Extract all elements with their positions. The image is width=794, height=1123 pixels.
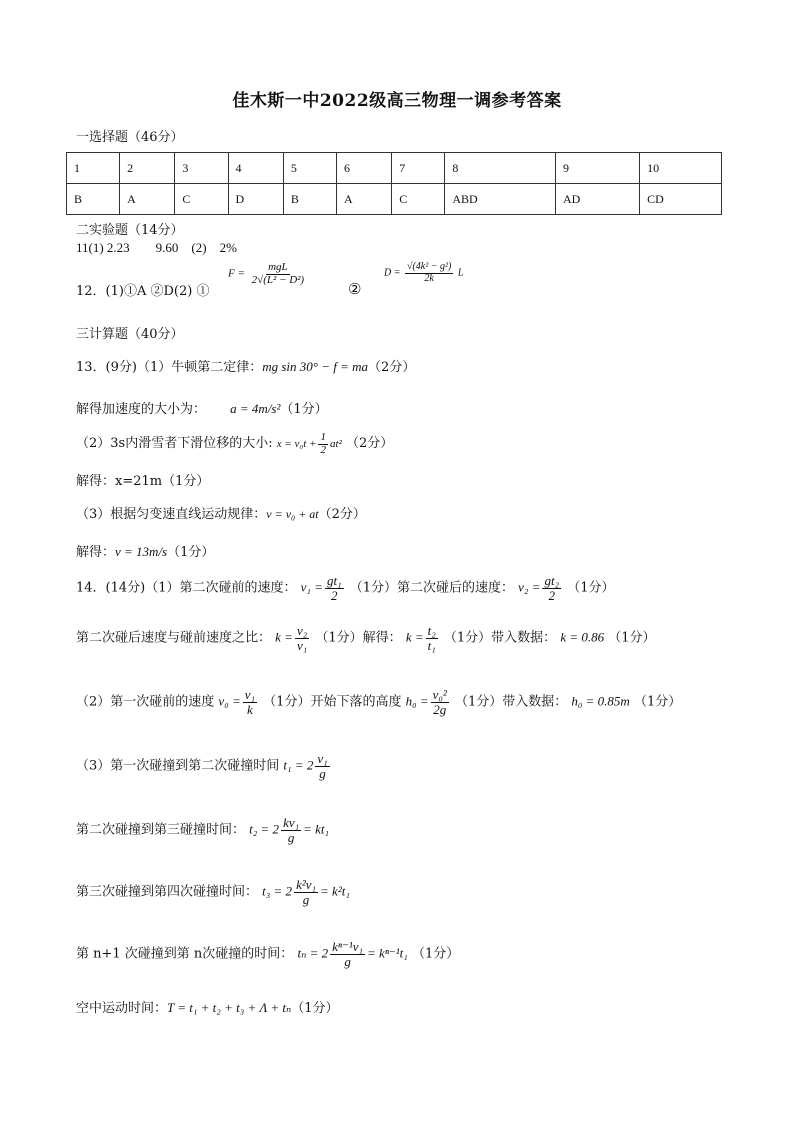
q13-line3-score: （2分） [345, 436, 394, 451]
q14-h0-value: h₀ = 0.85m [571, 693, 630, 709]
q13-line6-score: （1分） [167, 545, 215, 560]
q14-t1-lhs: t₁ = 2 [283, 757, 314, 773]
q13-line5-text: （3）根据匀变速直线运动规律： [76, 507, 267, 522]
q13-line5 [76, 503, 366, 522]
q14-l2-text: 第二次碰后速度与碰前速度之比： [76, 630, 272, 646]
q13-newton-equation: mg sin 30° − f = ma [262, 359, 369, 374]
q14-t2-den: g [287, 829, 295, 845]
answer-table [66, 152, 722, 215]
q14-l3-mid: （1分）开始下落的高度 [263, 694, 402, 710]
q14-v1-lhs: v₁ = [300, 579, 323, 595]
header-cell: 8 [445, 153, 556, 184]
q12-formula-d [384, 262, 463, 284]
q14-line6 [76, 878, 350, 906]
q14-v1-num: gt₁ [326, 573, 342, 588]
q12-d-tail: L [457, 267, 464, 279]
q14-l1-score: （1分） [567, 580, 615, 596]
q13-line6 [76, 541, 214, 560]
q14-total-time-formula: T = t₁ + t₂ + t₃ + Λ + tₙ [167, 1000, 292, 1015]
q14-tn-den: g [344, 953, 351, 969]
q14-v2-num: gt₂ [544, 573, 560, 588]
header-cell: 3 [175, 153, 228, 184]
answer-cell: B [283, 184, 336, 215]
q14-line7 [76, 940, 459, 968]
q14-line8 [76, 997, 339, 1016]
q14-l4-text: （3）第一次碰撞到第二次碰撞时间 [76, 758, 280, 774]
q14-l8-score: （1分） [291, 1001, 339, 1016]
q13-velocity-formula: v = v₀ + at [266, 507, 319, 521]
answer-table-answer-row [67, 184, 722, 215]
q14-t3-num: k²v₁ [296, 877, 317, 892]
q14-t1-num: v₁ [317, 751, 328, 766]
q14-h0-lhs: h₀ = [405, 693, 429, 709]
q13-displacement-formula [276, 431, 342, 456]
q13-line2 [76, 398, 328, 417]
q14-t3-den: g [302, 891, 310, 907]
page-title: 佳木斯一中2022级高三物理一调参考答案 [232, 91, 562, 111]
q14-l7-text: 第 n+1 次碰撞到第 n次碰撞的时间： [76, 946, 294, 962]
q14-k-num: v₂ [296, 623, 308, 638]
q13-line3-text: （2）3s内滑雪者下滑位移的大小: [76, 436, 273, 451]
q12-f-denominator: 2√(L² − D²) [251, 273, 305, 286]
q14-k-den: v₁ [296, 637, 308, 653]
section-choice-heading: 一选择题（46分） [76, 130, 184, 145]
q14-line5 [76, 816, 329, 844]
q12-d-lhs: D = [384, 267, 401, 279]
q14-v1-den: 2 [331, 587, 338, 603]
q14-l3-score: （1分） [633, 694, 682, 710]
q13-line1-text: 13．(9分)（1）牛顿第二定律： [76, 360, 263, 375]
q14-l1-mid: （1分）第二次碰后的速度： [349, 580, 515, 596]
q14-line3 [76, 688, 681, 716]
q14-l3-mid2: （1分）带入数据： [454, 694, 568, 710]
q14-tn-num: kⁿ⁻¹v₁ [332, 939, 364, 954]
q12-f-lhs: F = [228, 267, 245, 280]
q14-t3-lhs: t₃ = 2 [262, 883, 293, 899]
answer-cell: C [175, 184, 228, 215]
answer-cell: AD [556, 184, 640, 215]
q14-v0-num: v₁ [244, 687, 256, 702]
q14-k-value: k = 0.86 [560, 629, 605, 645]
q14-t1-den: g [319, 765, 326, 781]
q14-l6-text: 第三次碰撞到第四次碰撞时间： [76, 884, 259, 900]
q12-d-numerator: √(4k² − g²) [406, 261, 452, 272]
q12-d-denominator: 2k [424, 272, 434, 284]
q13-disp-den: 2 [320, 443, 326, 456]
q14-t2-rhs: = kt₁ [303, 821, 330, 837]
q14-tn-rhs: = kⁿ⁻¹t₁ [367, 945, 408, 961]
answer-cell: ABD [445, 184, 556, 215]
header-cell: 4 [228, 153, 283, 184]
q14-v2-den: 2 [548, 587, 556, 603]
answer-cell: B [67, 184, 120, 215]
answer-table-header-row [67, 153, 722, 184]
q13-disp-num: 1 [320, 431, 326, 444]
header-cell: 6 [336, 153, 391, 184]
q14-h0-num: v₀² [432, 687, 447, 702]
q13-line3 [76, 432, 393, 457]
header-cell: 5 [283, 153, 336, 184]
answer-cell: CD [640, 184, 722, 215]
q14-line4 [76, 752, 332, 780]
q14-v0-lhs: v₀ = [218, 693, 241, 709]
q14-k-lhs: k = [275, 629, 293, 645]
q14-k2-den: t₁ [427, 637, 436, 653]
q14-l2-mid2: （1分）带入数据： [443, 630, 557, 646]
q14-l2-score: （1分） [608, 630, 656, 646]
q13-line2-text: 解得加速度的大小为： [76, 402, 207, 417]
q13-disp-lhs: x = v₀t + [276, 438, 317, 450]
q13-line1-score: （2分） [368, 360, 416, 375]
q13-line5-score: （2分） [318, 507, 366, 522]
q14-l5-text: 第二次碰撞到第三碰撞时间： [76, 822, 246, 838]
q14-k2-lhs: k = [405, 629, 424, 645]
q13-disp-tail: at² [329, 438, 342, 450]
q13-line4: 解得：x=21m（1分） [76, 474, 210, 489]
q14-v0-den: k [246, 701, 253, 717]
q13-acceleration: a = 4m/s² [230, 401, 281, 416]
answer-cell: D [228, 184, 283, 215]
header-cell: 7 [392, 153, 445, 184]
q12-f-numerator: mgL [268, 261, 288, 273]
header-cell: 1 [67, 153, 120, 184]
q11-answer: 11(1) 2.23 9.60 (2) 2% [76, 240, 237, 255]
q14-line1 [76, 574, 615, 602]
q14-line2 [76, 624, 656, 652]
answer-cell: A [336, 184, 391, 215]
section-experiment-heading: 二实验题（14分） [76, 223, 184, 238]
q14-t2-num: kv₁ [283, 815, 300, 830]
q12-mark-2: ② [348, 280, 362, 298]
header-cell: 2 [120, 153, 175, 184]
q14-l1-text: 14．(14分)（1）第二次碰前的速度： [76, 580, 297, 596]
q14-v2-lhs: v₂ = [518, 579, 541, 595]
q14-tn-lhs: tₙ = 2 [297, 945, 329, 961]
header-cell: 10 [640, 153, 722, 184]
q14-k2-num: t₂ [427, 623, 436, 638]
q13-line1 [76, 356, 415, 375]
q14-h0-den: 2g [433, 701, 447, 717]
answer-cell: C [392, 184, 445, 215]
q14-l7-score: （1分） [411, 946, 460, 962]
q13-line2-score: （1分） [280, 402, 328, 417]
q14-l8-text: 空中运动时间： [76, 1001, 168, 1016]
q12-label: 12．(1)①A ②D(2) ① [76, 284, 210, 299]
q14-t3-rhs: = k²t₁ [320, 883, 350, 899]
q13-final-velocity: v = 13m/s [115, 544, 168, 559]
section-calc-heading: 三计算题（40分） [76, 327, 184, 342]
q13-line6-text: 解得： [76, 545, 116, 560]
q14-l3-text: （2）第一次碰前的速度 [76, 694, 215, 710]
q14-t2-lhs: t₂ = 2 [249, 821, 280, 837]
header-cell: 9 [556, 153, 640, 184]
q12-formula-f [228, 262, 308, 286]
q14-l2-mid: （1分）解得： [315, 630, 402, 646]
answer-cell: A [120, 184, 175, 215]
